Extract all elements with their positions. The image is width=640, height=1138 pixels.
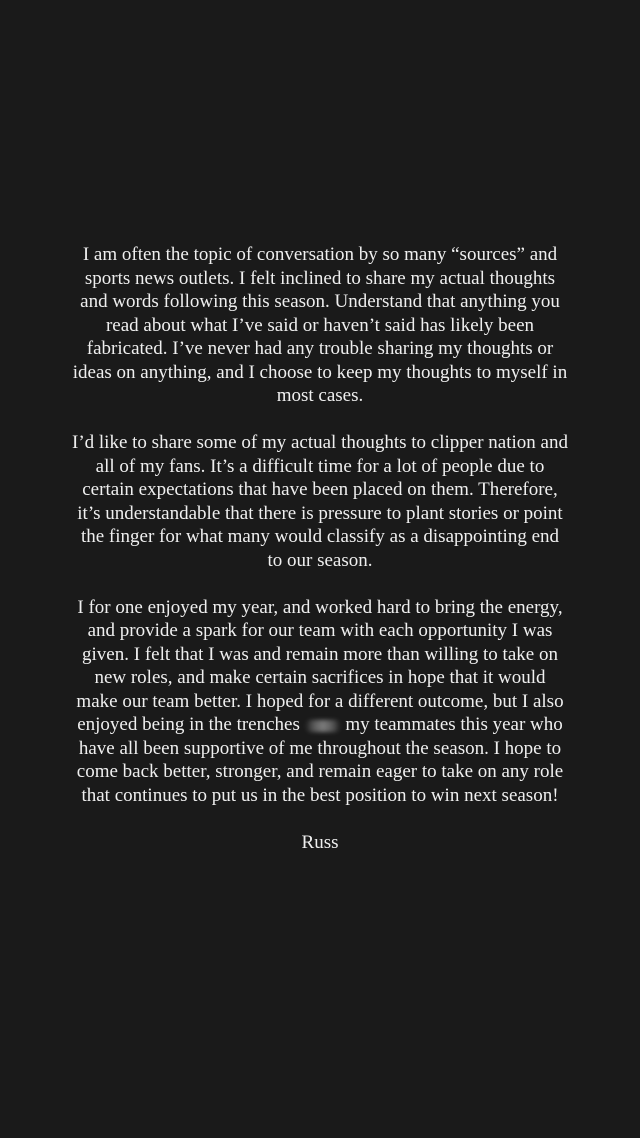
paragraph-3-part-1: I for one enjoyed my year, and worked hard to bring the energy, and provide a spark for our team with each opportunity I was given. I felt that I was and remain more than willing to take on new roles, and make certain sacrifices in hope that it would make our team better. I hoped for a different outcome, but I also enjoyed being in the trenches <box>76 596 564 735</box>
paragraph-2: I’d like to share some of my actual thoughts to clipper nation and all of my fans. It’s a difficult time for a lot of people due to certain expectations that have been placed on them. Therefore, it’s understandable that there is pressure to plant stories or point the finger for what many would classify as a disappointing end to our season. <box>72 432 568 571</box>
blurred-word <box>305 720 341 732</box>
signature: Russ <box>301 831 339 853</box>
paragraph-3 <box>72 596 568 808</box>
paragraph-1: I am often the topic of conversation by so many “sources” and sports news outlets. I felt inclined to share my actual thoughts and words following this season. Understand that anything you read about what I’ve said or haven’t said has likely been fabricated. I’ve never had any trouble sharing my thoughts or ideas on anything, and I choose to keep my thoughts to myself in most cases. <box>72 244 568 406</box>
paragraph-3-part-2: my teammates this year who have all been supportive of me throughout the season. I hope to come back better, stronger, and remain eager to take on any role that continues to put us in the best position to win next season! <box>76 714 564 806</box>
statement-text-block <box>72 243 568 854</box>
